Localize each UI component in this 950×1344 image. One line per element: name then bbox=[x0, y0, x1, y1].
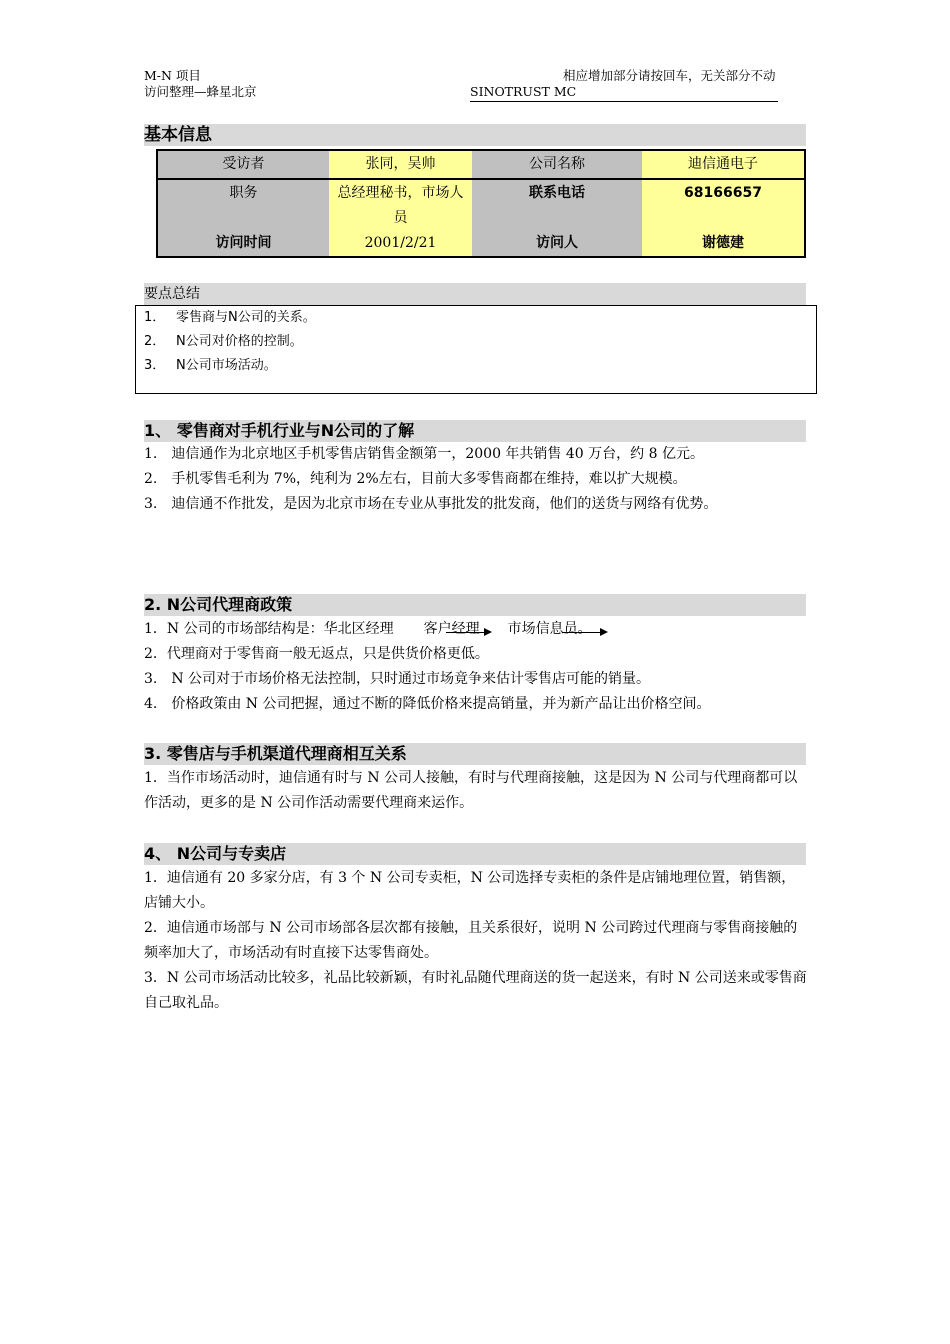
paragraph: 1．N 公司的市场部结构是：华北区经理 客户经理 市场信息员。 bbox=[144, 617, 808, 642]
arrow-icon bbox=[562, 632, 602, 633]
table-row bbox=[157, 231, 805, 257]
header-note: 相应增加部分请按回车，无关部分不动 bbox=[563, 68, 776, 83]
company-name-label: 公司名称 bbox=[472, 150, 642, 179]
position-label: 职务 bbox=[157, 179, 329, 231]
section-1-bar bbox=[144, 420, 806, 442]
summary-box bbox=[135, 305, 817, 394]
paragraph: 2．代理商对于零售商一般无返点，只是供货价格更低。 bbox=[144, 646, 489, 662]
table-row bbox=[157, 150, 805, 179]
summary-item: 3． N公司市场活动。 bbox=[144, 358, 277, 373]
header-rule bbox=[470, 101, 778, 102]
header-company: SINOTRUST MC bbox=[470, 84, 577, 99]
section-4-bar bbox=[144, 843, 806, 865]
section-3-bar bbox=[144, 743, 806, 765]
section-2-body bbox=[144, 617, 808, 717]
paragraph: 1．迪信通有 20 多家分店，有 3 个 N 公司专卖柜，N 公司选择专卖柜的条件是店铺地理位置，销售额，店铺大小。 bbox=[144, 870, 796, 911]
interviewee-value: 张同，吴帅 bbox=[329, 150, 472, 179]
section-2-title: 2. N公司代理商政策 bbox=[144, 595, 293, 614]
paragraph: 3．N 公司市场活动比较多，礼品比较新颖，有时礼品随代理商送的货一起送来，有时 N 公司送来或零售商自己取礼品。 bbox=[144, 970, 807, 1011]
summary-item: 1． 零售商与N公司的关系。 bbox=[144, 310, 316, 325]
header-doc-title: 访问整理—蜂星北京 bbox=[144, 84, 257, 99]
basic-info-table bbox=[156, 149, 806, 258]
visit-time-value: 2001/2/21 bbox=[329, 231, 472, 257]
section-4-title: 4、 N公司与专卖店 bbox=[144, 844, 287, 863]
arrow-icon bbox=[446, 632, 486, 633]
paragraph: 1. 迪信通作为北京地区手机零售店销售金额第一，2000 年共销售 40 万台，约 8 亿元。 bbox=[144, 446, 704, 462]
summary-title: 要点总结 bbox=[144, 286, 200, 302]
paragraph: 1．当作市场活动时，迪信通有时与 N 公司人接触，有时与代理商接触，这是因为 N 公司与代理商都可以作活动，更多的是 N 公司作活动需要代理商来运作。 bbox=[144, 770, 798, 811]
basic-info-bar bbox=[144, 124, 806, 146]
paragraph: 3. N 公司对于市场价格无法控制，只时通过市场竟争来估计零售店可能的销量。 bbox=[144, 671, 651, 687]
basic-info-title: 基本信息 bbox=[144, 125, 212, 145]
paragraph: 3. 迪信通不作批发，是因为北京市场在专业从事批发的批发商，他们的送货与网络有优势。 bbox=[144, 496, 718, 512]
section-1-body bbox=[144, 442, 808, 517]
paragraph: 2. 手机零售毛利为 7%，纯利为 2%左右，目前大多零售商都在维持，难以扩大规模。 bbox=[144, 471, 687, 487]
header-project: M-N 项目 bbox=[144, 68, 201, 83]
section-4-body bbox=[144, 866, 808, 1016]
summary-bar bbox=[144, 283, 806, 305]
phone-label: 联系电话 bbox=[472, 179, 642, 231]
paragraph: 4. 价格政策由 N 公司把握，通过不断的降低价格来提高销量，并为新产品让出价格空间。 bbox=[144, 696, 711, 712]
position-value: 总经理秘书，市场人员 bbox=[329, 179, 472, 231]
section-3-body bbox=[144, 766, 808, 816]
visit-time-label: 访问时间 bbox=[157, 231, 329, 257]
section-1-title: 1、 零售商对手机行业与N公司的了解 bbox=[144, 421, 415, 440]
phone-value: 68166657 bbox=[642, 179, 805, 231]
summary-item: 2． N公司对价格的控制。 bbox=[144, 334, 303, 349]
interviewee-label: 受访者 bbox=[157, 150, 329, 179]
table-row bbox=[157, 179, 805, 231]
section-3-title: 3. 零售店与手机渠道代理商相互关系 bbox=[144, 744, 407, 763]
section-2-bar bbox=[144, 594, 806, 616]
company-name-value: 迪信通电子 bbox=[642, 150, 805, 179]
paragraph: 2．迪信通市场部与 N 公司市场部各层次都有接触，且关系很好，说明 N 公司跨过代理商与零售商接触的频率加大了，市场活动有时直接下达零售商处。 bbox=[144, 920, 798, 961]
visitor-label: 访问人 bbox=[472, 231, 642, 257]
visitor-value: 谢德建 bbox=[642, 231, 805, 257]
